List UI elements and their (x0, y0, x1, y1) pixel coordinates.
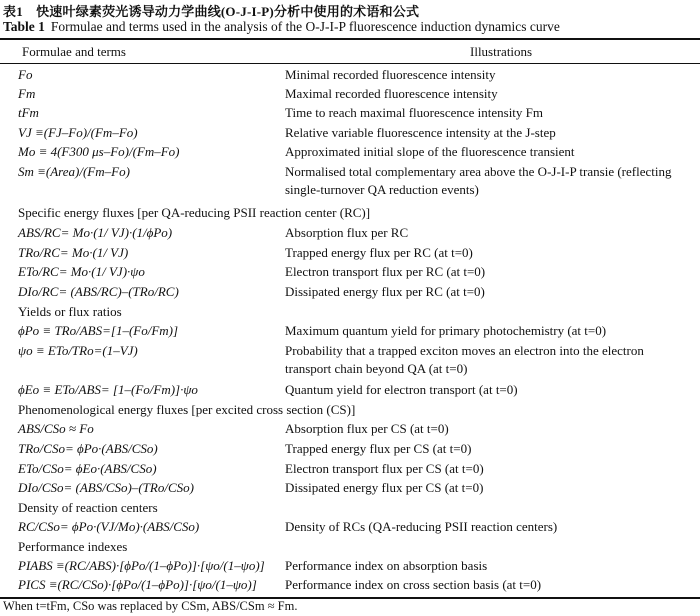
illustration: Density of RCs (QA-reducing PSII reaction centers) (285, 519, 558, 534)
header-rule (0, 63, 700, 64)
illustration: Approximated initial slope of the fluorescence transient (285, 144, 575, 159)
formula: TRo/CSo= ϕPo·(ABS/CSo) (18, 441, 158, 456)
formula: ϕEo ≡ ETo/ABS= [1–(Fo/Fm)]·ψo (18, 382, 198, 397)
illustration: Electron transport flux per CS (at t=0) (285, 461, 484, 476)
formula: TRo/RC= Mo·(1/ VJ) (18, 245, 129, 260)
illustration: Dissipated energy flux per RC (at t=0) (285, 284, 485, 299)
illustration: Absorption flux per CS (at t=0) (285, 421, 449, 436)
table-caption-english (3, 19, 560, 35)
table-label: Table 1 (3, 19, 45, 34)
formula: Sm ≡(Area)/(Fm–Fo) (18, 164, 130, 179)
illustration: Probability that a trapped exciton moves an electron into the electron transport chain beyond QA (at t=0) (285, 343, 644, 376)
illustration: Performance index on cross section basis (at t=0) (285, 577, 542, 592)
formula: ABS/CSo ≈ Fo (18, 421, 94, 436)
column-header-illustrations: Illustrations (470, 44, 533, 59)
formula: ETo/CSo= ϕEo·(ABS/CSo) (18, 461, 157, 476)
illustration: Time to reach maximal fluorescence intensity Fm (285, 105, 544, 120)
illustration: Trapped energy flux per CS (at t=0) (285, 441, 472, 456)
column-header-formulae: Formulae and terms (22, 44, 126, 59)
table-title: Formulae and terms used in the analysis of the O-J-I-P fluorescence induction dynamics curve (50, 19, 560, 34)
formula: PICS ≡(RC/CSo)·[ϕPo/(1–ϕPo)]·[ψo/(1–ψo)] (18, 577, 257, 592)
formula: ϕPo ≡ TRo/ABS=[1–(Fo/Fm)] (18, 323, 179, 338)
formula: tFm (18, 105, 39, 120)
table-footnote: When t=tFm, CSo was replaced by CSm, ABS/CSm ≈ Fm. (3, 599, 298, 613)
formula: Mo ≡ 4(F300 μs–Fo)/(Fm–Fo) (18, 144, 180, 159)
illustration: Trapped energy flux per RC (at t=0) (285, 245, 473, 260)
illustration: Normalised total complementary area above the O-J-I-P transie (reflecting single-turnover QA reduction events) (285, 164, 672, 197)
illustration: Dissipated energy flux per CS (at t=0) (285, 480, 484, 495)
illustration: Minimal recorded fluorescence intensity (285, 67, 496, 82)
illustration: Quantum yield for electron transport (at t=0) (285, 382, 518, 397)
formula: VJ ≡(FJ–Fo)/(Fm–Fo) (18, 125, 138, 140)
formula: Fm (18, 86, 36, 101)
formula: ψo ≡ ETo/TRo=(1–VJ) (18, 343, 138, 358)
formula: DIo/RC= (ABS/RC)–(TRo/RC) (18, 284, 179, 299)
formula: ABS/RC= Mo·(1/ VJ)·(1/ϕPo) (18, 225, 173, 240)
formula: DIo/CSo= (ABS/CSo)–(TRo/CSo) (18, 480, 194, 495)
formula: RC/CSo= ϕPo·(VJ/Mo)·(ABS/CSo) (18, 519, 200, 534)
illustration: Electron transport flux per RC (at t=0) (285, 264, 486, 279)
illustration: Performance index on absorption basis (285, 558, 488, 573)
illustration: Relative variable fluorescence intensity at the J-step (285, 125, 556, 140)
formula: Fo (18, 67, 33, 82)
formula: ETo/RC= Mo·(1/ VJ)·ψo (18, 264, 145, 279)
table-caption-chinese: 表1 快速叶绿素荧光诱导动力学曲线(O-J-I-P)分析中使用的术语和公式 (3, 4, 420, 19)
formula: PIABS ≡(RC/ABS)·[ϕPo/(1–ϕPo)]·[ψo/(1–ψo)] (18, 558, 265, 573)
illustration: Maximal recorded fluorescence intensity (285, 86, 498, 101)
illustration: Absorption flux per RC (285, 225, 409, 240)
top-rule (0, 38, 700, 40)
illustration: Maximum quantum yield for primary photochemistry (at t=0) (285, 323, 607, 338)
